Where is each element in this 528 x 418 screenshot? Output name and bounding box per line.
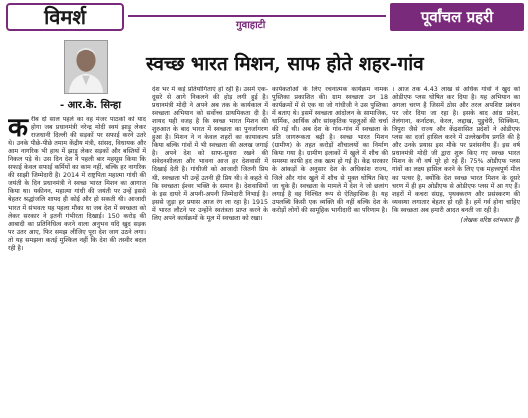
- column-text: कार्यकर्ताओं के लिए रचनात्मक कार्यक्रम नामक पुस्तिका प्रकाशित की। ग्राम स्वच्छता उन 18 कार्यक्रमों में से एक था जो गांधीजी ने उस पुस्तिका में बताए थे। इसमें स्वच्छता आंदोलन के सामाजिक, धार्मिक, आर्थिक और सांस्कृतिक पहलुओं की चर्चा की गई थी। अब देश के गांव-गांव में स्वच्छता के प्रति जागरूकता बढ़ी है। स्वच्छ भारत मिशन (ग्रामीण) के तहत करोड़ों शौचालयों का निर्माण किया गया है। ग्रामीण इलाकों में खुले में शौच की समस्या काफी हद तक खत्म हो गई है। केंद्र सरकार के आंकड़ों के अनुसार देश के अधिकांश राज्य, जिले और गांव खुले में शौच से मुक्त घोषित किए जा चुके हैं। स्वच्छता के मामले में देश ने जो छलांग लगाई है वह निश्चित रूप से ऐतिहासिक है। यह उपलब्धि किसी एक व्यक्ति की नहीं बल्कि देश के करोड़ों लोगों की सामूहिक भागीदारी का परिणाम है।: [272, 86, 388, 214]
- newspaper-brand: पूर्वांचल प्रहरी: [390, 3, 524, 31]
- column-text: । आज तक 4.43 लाख से अधिक गांवों ने खुद को ओडीएफ प्लस घोषित कर दिया है। यह अभियान का अगला चरण है जिसमें ठोस और तरल अपशिष्ट प्रबंधन पर जोर दिया जा रहा है। इसके बाद आंध्र प्रदेश, तेलंगाना, कर्नाटक, केरल, लद्दाख, पुडुचेरी, सिक्किम, त्रिपुरा जैसे राज्य और केंद्रशासित प्रदेशों ने ओडीएफ प्लस का दर्जा हासिल करने में उल्लेखनीय प्रगति की है और उनके प्रयास इस मौके पर प्रशंसनीय हैं। इस वर्ष प्रधानमंत्री मोदी जी द्वारा शुरू किए गए स्वच्छ भारत मिशन के नौ वर्ष पूरे हो रहे हैं। 75% ओडीएफ प्लस गांवों का लक्ष्य हासिल करने के लिए एक महत्त्वपूर्ण मील का पत्थर है, क्योंकि देश स्वच्छ भारत मिशन के दूसरे चरण में ही हम ओडीएफ से ओडीएफ प्लस में आ गए हैं। शहरों में कचरा संग्रह, पृथक्करण और प्रसंस्करण की व्यवस्था लगातार बेहतर हो रही है। हमें गर्व होना चाहिए कि स्वच्छता अब हमारी आदत बनती जा रही है।: [392, 86, 520, 214]
- article-column-3: [272, 86, 388, 412]
- author-note: (लेखक वरिष्ठ स्तंभकार हैं): [460, 216, 520, 224]
- dateline-city: गुवाहाटी: [236, 20, 266, 31]
- drop-cap: क: [8, 116, 28, 143]
- author-photo: [64, 40, 108, 94]
- article-column-1: [8, 116, 146, 412]
- column-text: देश भर में कई प्रतियोगिताएं हो रही हैं। उसमें एक-दूसरे से आगे निकलने की होड़ लगी हुई है। प्रधानमंत्री मोदी ने अपने अब तक के कार्यकाल में स्वच्छता अभियान को सर्वोच्च प्राथमिकता दी है। शायद यही वजह है कि स्वच्छ भारत मिशन की शुरुआत के बाद भारत में स्वच्छता का पुनर्जागरण हुआ है। मिशन ने न केवल शहरों का कायाकल्प किया बल्कि गांवों में भी स्वच्छता की अलख जगाई है। अपने देश को साफ-सुथरा रखने की संवेदनशीलता और भावना आज हर देशवासी में दिखाई देती है। गांधीजी को आजादी जितनी प्रिय थी, स्वच्छता भी उन्हें उतनी ही प्रिय थी। वे कहते थे कि स्वच्छता ईश्वर भक्ति के समान है। देशवासियों के इस दायरे में अपनी-अपनी जिम्मेदारी निभाई है। इससे जुड़ा हर प्रयास आज रंग ला रहा है। 1915 में भारत लौटने पर उन्होंने स्वतंत्रता प्राप्त करने के लिए अपने कार्यक्रमों के मूल में स्वच्छता को रखा।: [152, 86, 268, 222]
- section-title: विमर्श: [6, 3, 124, 31]
- article-column-4: [392, 86, 520, 412]
- column-text: रीब दो साल पहले का वह मंजर पाठकों को याद होगा जब प्रधानमंत्री नरेन्द्र मोदी स्वयं झाड़ू लेकर राजधानी दिल्ली की सड़कों पर सफाई करने उतरे थे। उनके पीछे-पीछे तमाम केंद्रीय मंत्री, सांसद, विधायक और आम नागरिक भी हाथ में झाड़ू लेकर सड़कों और बस्तियों में निकल पड़े थे। उस दिन देश ने पहली बार महसूस किया कि सफाई केवल सफाई कर्मियों का काम नहीं, बल्कि हर नागरिक की साझी जिम्मेदारी है। 2014 में राष्ट्रपिता महात्मा गांधी की जयंती के दिन प्रधानमंत्री ने स्वच्छ भारत मिशन का आगाज किया था। यकीनन, महात्मा गांधी की जयंती पर उन्हें इससे बेहतर श्रद्धांजलि शायद ही कोई और हो सकती थी। आजादी भारत में संभवतः यह पहला मौका था जब देश में स्वच्छता को लेकर सरकार ने इतनी गंभीरता दिखाई। 150 करोड़ की आबादी का प्रतिनिधित्व करने वाला अनुभव यदि खुद सड़क पर उतर आए, फिर समझ लीजिए पूरा देश जाग उठने लगा। तो यह समझना कतई मुश्किल नहीं कि देश की तस्वीर बदल रही है।: [8, 116, 146, 252]
- author-byline: - आर.के. सिन्हा: [60, 100, 121, 111]
- page-header: [0, 0, 528, 34]
- article-column-2: [152, 86, 268, 412]
- author-portrait-icon: [65, 41, 107, 93]
- article-headline: स्वच्छ भारत मिशन, साफ होते शहर-गांव: [146, 53, 424, 75]
